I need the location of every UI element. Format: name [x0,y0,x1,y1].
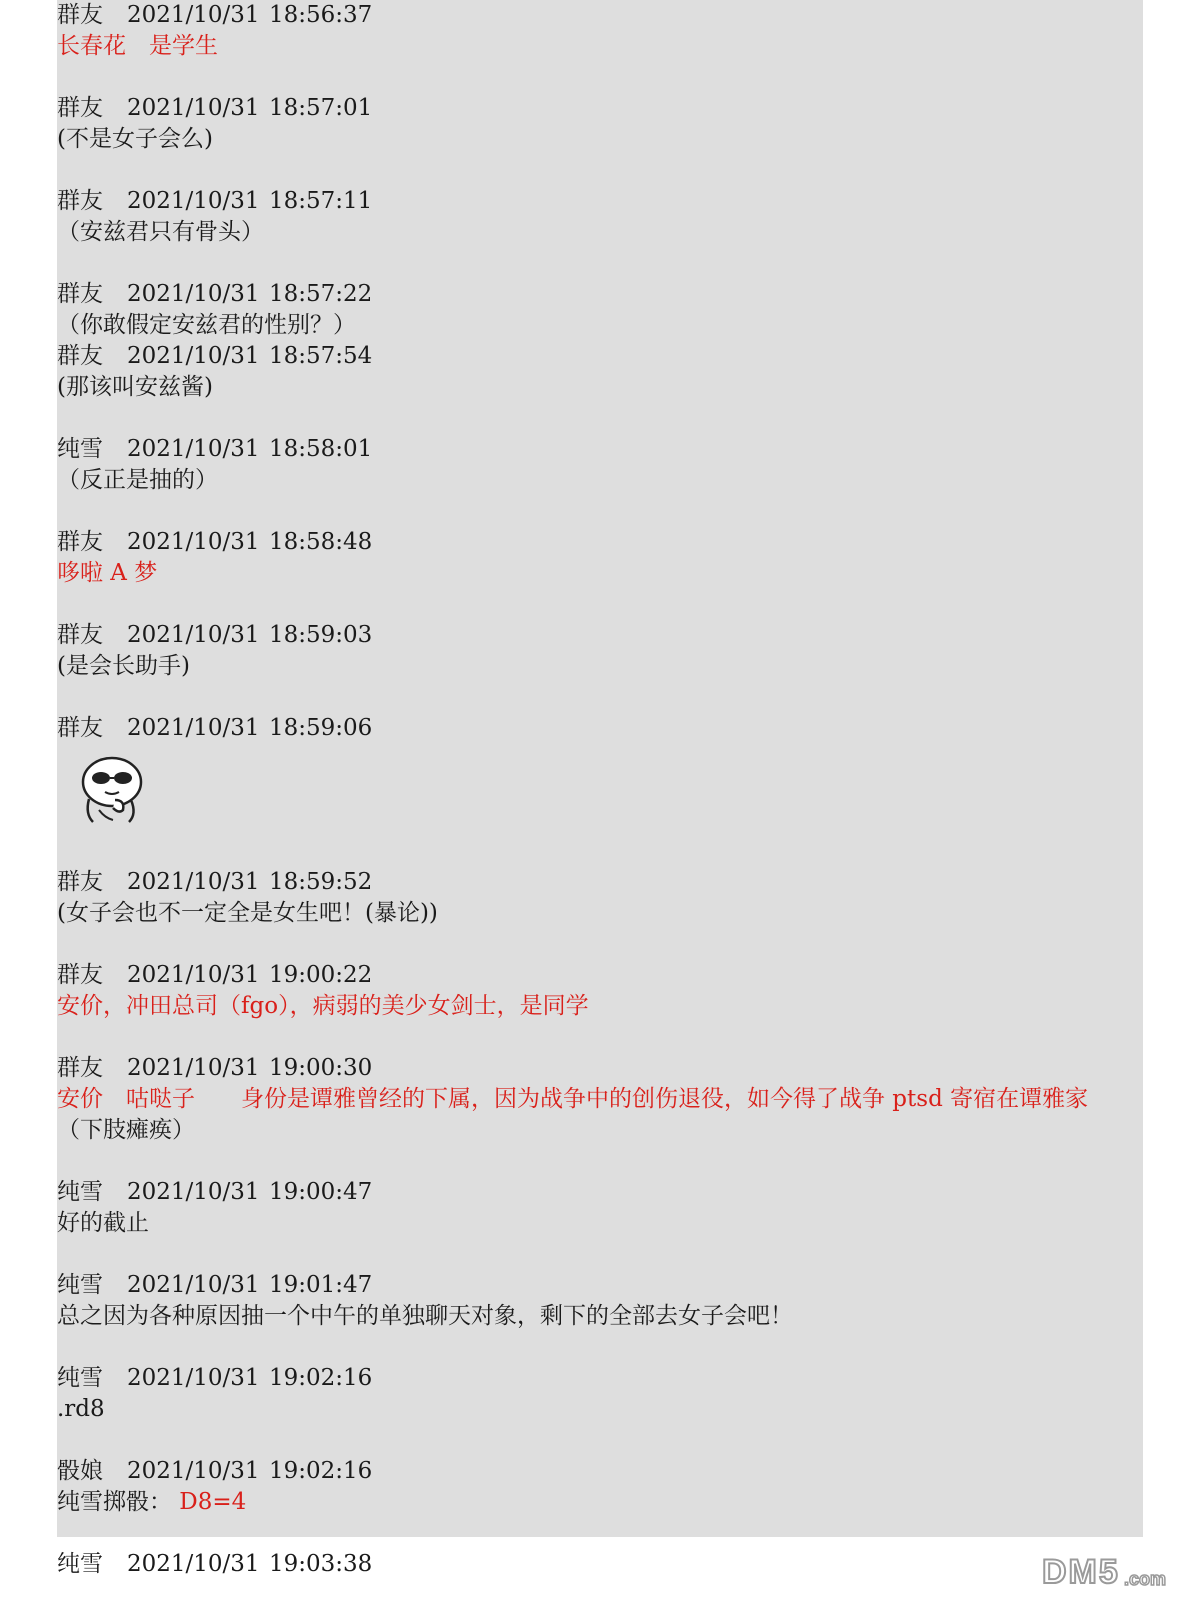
message-date: 2021/10/31 [127,1179,260,1205]
chat-message [57,713,1157,836]
chat-message [57,93,1157,155]
message-text-content: (是会长助手) [57,653,190,679]
message-time: 18:57:11 [269,188,373,214]
message-time: 18:57:01 [269,95,373,121]
message-text [57,217,1157,248]
sticker-message [57,744,1157,836]
sender-name: 群友 [57,95,103,121]
message-header [57,620,1157,651]
chat-message [57,434,1157,496]
chat-message [57,1456,1157,1518]
sender-name: 群友 [57,869,103,895]
message-date: 2021/10/31 [127,188,260,214]
message-time: 19:03:38 [269,1551,373,1577]
message-text-content: （下肢瘫痪） [57,1117,195,1143]
message-text-content: （反正是抽的） [57,467,218,493]
message-time: 19:01:47 [269,1272,373,1298]
message-date: 2021/10/31 [127,715,260,741]
message-spacer [57,682,1157,713]
message-text [57,1208,1157,1239]
message-time: 19:02:16 [269,1365,373,1391]
message-spacer [57,1332,1157,1363]
sender-name: 纯雪 [57,1179,103,1205]
message-spacer [57,62,1157,93]
message-spacer [57,248,1157,279]
dm5-watermark-logo [1038,1545,1188,1595]
message-date: 2021/10/31 [127,1365,260,1391]
svg-text:.com: .com [1124,1569,1167,1589]
message-text [57,1115,1157,1146]
message-text [57,1301,1157,1332]
chat-message [57,527,1157,589]
chat-message [57,867,1157,929]
message-text-content: 安价，冲田总司（fgo），病弱的美少女剑士，是同学 [57,993,589,1019]
sender-name: 群友 [57,2,103,28]
chat-message [57,279,1157,341]
message-text-content: 哆啦 A 梦 [57,560,158,586]
message-header [57,434,1157,465]
message-text [57,310,1157,341]
message-time: 18:58:48 [269,529,373,555]
chat-message [57,1177,1157,1239]
message-time: 18:59:06 [269,715,373,741]
message-time: 19:00:47 [269,1179,373,1205]
message-text [57,1394,1157,1425]
message-date: 2021/10/31 [127,622,260,648]
chat-message [57,1549,1157,1580]
message-date: 2021/10/31 [127,2,260,28]
message-header [57,93,1157,124]
message-time: 18:59:03 [269,622,373,648]
message-date: 2021/10/31 [127,281,260,307]
message-text-content: (那该叫安兹酱) [57,374,213,400]
message-header [57,713,1157,744]
chat-message [57,186,1157,248]
message-date: 2021/10/31 [127,529,260,555]
message-date: 2021/10/31 [127,1272,260,1298]
message-text [57,31,1157,62]
message-spacer [57,1146,1157,1177]
dice-result: D8=4 [172,1489,247,1515]
message-spacer [57,1022,1157,1053]
message-text-content: （你敢假定安兹君的性别？） [57,312,356,338]
message-date: 2021/10/31 [127,869,260,895]
sender-name: 纯雪 [57,1272,103,1298]
message-header [57,0,1157,31]
message-header [57,867,1157,898]
sender-name: 纯雪 [57,1365,103,1391]
message-header [57,960,1157,991]
message-time: 18:57:22 [269,281,373,307]
message-date: 2021/10/31 [127,1458,260,1484]
message-header [57,1177,1157,1208]
message-time: 19:00:22 [269,962,373,988]
sender-name: 纯雪 [57,1551,103,1577]
message-text-content: 纯雪掷骰： [57,1489,172,1515]
sender-name: 群友 [57,529,103,555]
message-date: 2021/10/31 [127,343,260,369]
message-header [57,527,1157,558]
message-text [57,651,1157,682]
sender-name: 群友 [57,188,103,214]
chat-message [57,1363,1157,1425]
message-header [57,1363,1157,1394]
sender-name: 群友 [57,622,103,648]
message-header [57,1270,1157,1301]
svg-text:DM5: DM5 [1042,1553,1120,1591]
message-spacer [57,589,1157,620]
message-spacer [57,1518,1157,1549]
message-spacer [57,929,1157,960]
message-spacer [57,836,1157,867]
message-spacer [57,496,1157,527]
message-text [57,124,1157,155]
sender-name: 群友 [57,343,103,369]
message-text-content: (不是女子会么) [57,126,213,152]
message-text-content: 安价 咕哒子 身份是谭雅曾经的下属，因为战争中的创伤退役，如今得了战争 ptsd 寄宿在谭雅家 [57,1086,1089,1112]
sender-name: 群友 [57,1055,103,1081]
message-text [57,558,1157,589]
chat-message [57,960,1157,1022]
sender-name: 骰娘 [57,1458,103,1484]
message-text-content: 好的截止 [57,1210,149,1236]
message-date: 2021/10/31 [127,436,260,462]
sender-name: 纯雪 [57,436,103,462]
message-text-content: （安兹君只有骨头） [57,219,264,245]
chat-message [57,1053,1157,1146]
chat-message [57,1270,1157,1332]
message-text-content: .rd8 [57,1396,105,1422]
message-time: 18:58:01 [269,436,373,462]
message-time: 18:56:37 [269,2,373,28]
message-text-content: (女子会也不一定全是女生吧！(暴论)) [57,900,438,926]
chat-message [57,0,1157,62]
message-header [57,279,1157,310]
sender-name: 群友 [57,962,103,988]
message-spacer [57,1239,1157,1270]
message-header [57,341,1157,372]
message-time: 19:00:30 [269,1055,373,1081]
chat-log [57,0,1157,1580]
message-time: 19:02:16 [269,1458,373,1484]
message-text [57,465,1157,496]
sender-name: 群友 [57,281,103,307]
message-spacer [57,403,1157,434]
message-date: 2021/10/31 [127,95,260,121]
message-text [57,1487,1157,1518]
message-header [57,1053,1157,1084]
chat-message [57,620,1157,682]
message-time: 18:57:54 [269,343,373,369]
message-text [57,991,1157,1022]
thinking-face-sticker-icon [79,754,145,826]
sender-name: 群友 [57,715,103,741]
message-spacer [57,1425,1157,1456]
chat-message [57,341,1157,403]
message-text-content: 长春花 是学生 [57,33,218,59]
message-time: 18:59:52 [269,869,373,895]
message-text [57,898,1157,929]
message-header [57,1456,1157,1487]
message-header [57,1549,1157,1580]
message-text-content: 总之因为各种原因抽一个中午的单独聊天对象，剩下的全部去女子会吧！ [57,1303,793,1329]
message-header [57,186,1157,217]
message-text [57,1084,1157,1115]
message-date: 2021/10/31 [127,1055,260,1081]
message-text [57,372,1157,403]
message-date: 2021/10/31 [127,1551,260,1577]
message-spacer [57,155,1157,186]
message-date: 2021/10/31 [127,962,260,988]
